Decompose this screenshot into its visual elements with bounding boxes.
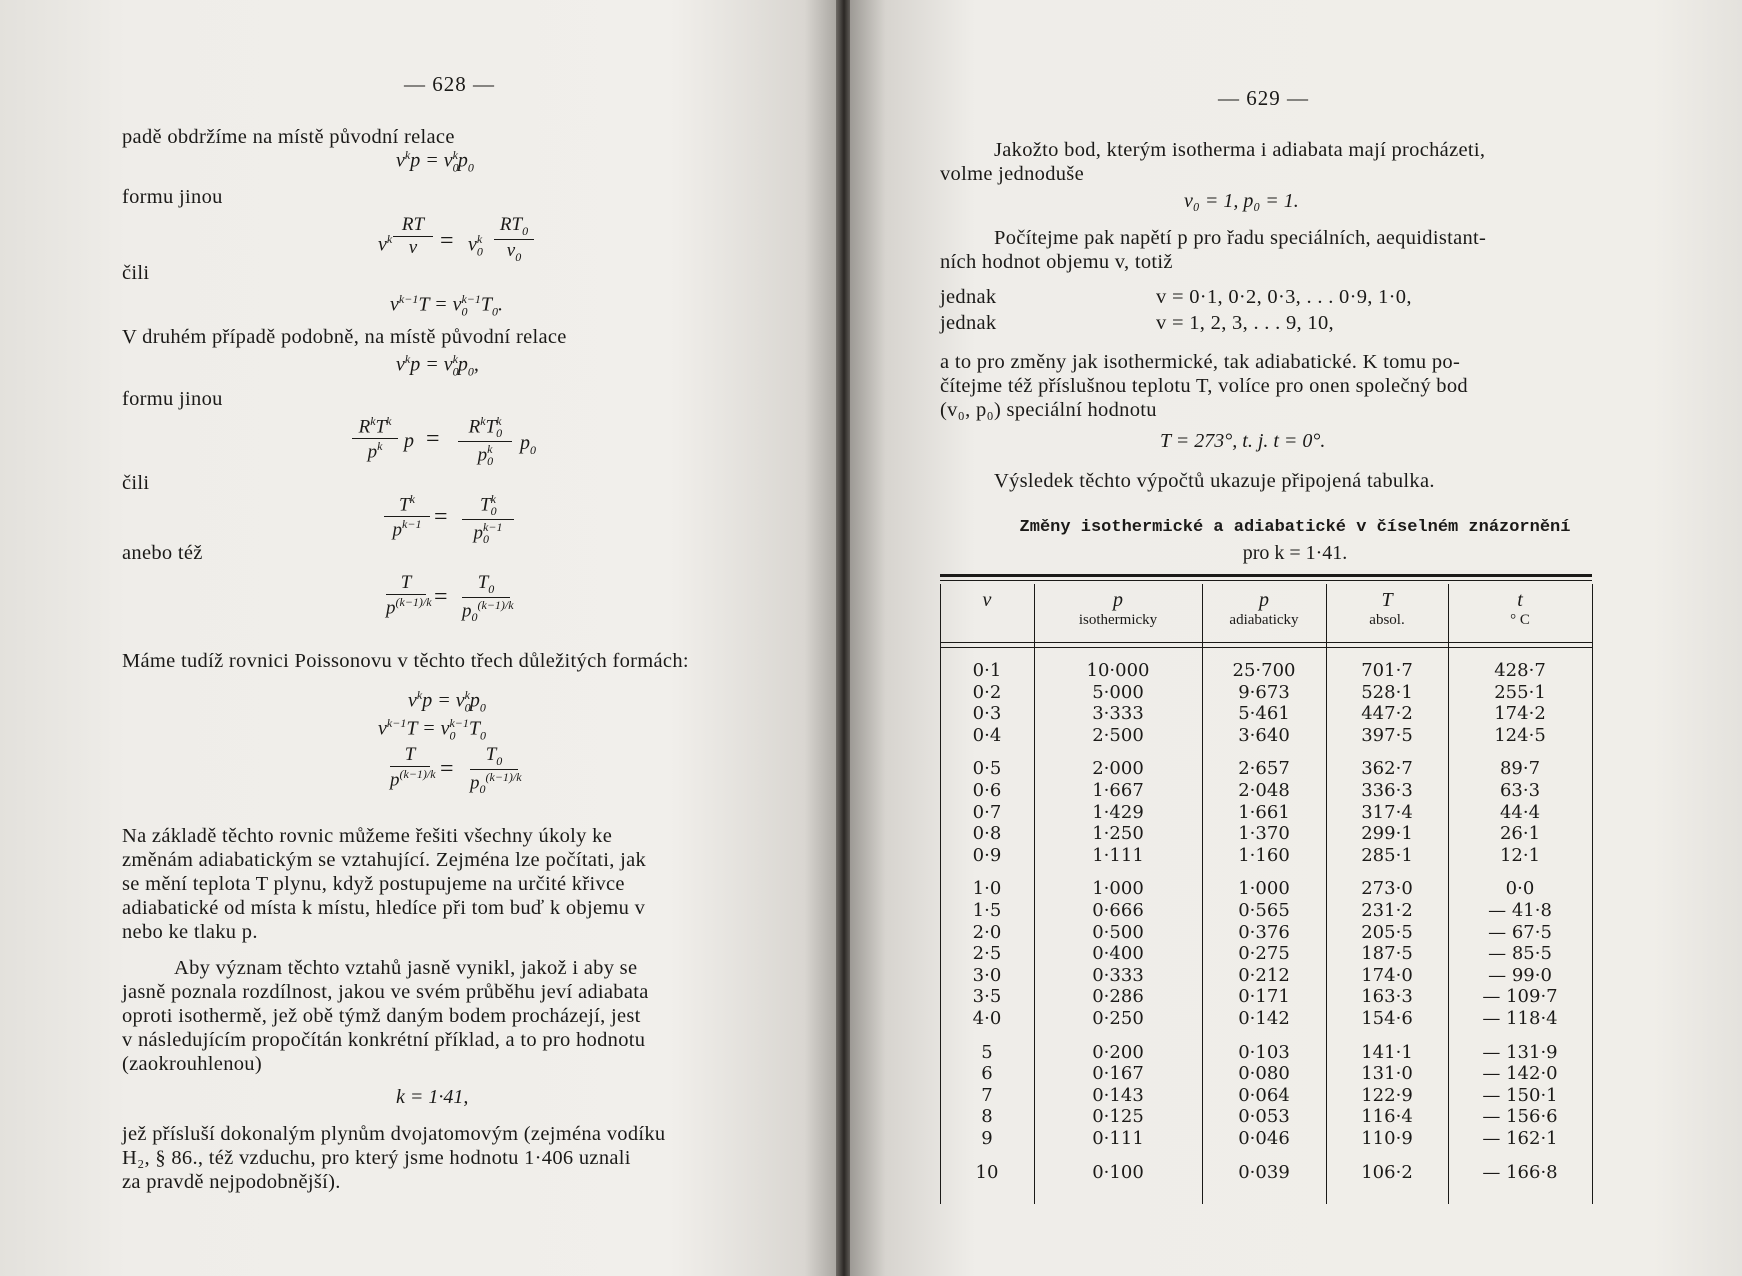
- table-cell: 124·5: [1494, 724, 1546, 746]
- fraction: $\frac{RT_0}{v_0}$: [494, 214, 534, 265]
- text-line: V druhém případě podobně, na místě původní relace: [122, 326, 567, 348]
- table-cell: 317·4: [1361, 801, 1413, 823]
- table-border-right: [1592, 584, 1593, 1204]
- text-label: formu jinou: [122, 388, 223, 410]
- table-cell: 428·7: [1494, 660, 1546, 681]
- table-cell: 7: [981, 1084, 993, 1106]
- table-header-rule: [940, 642, 1592, 643]
- fraction: $\frac{T_0^k}{p_0^{k-1}}$: [462, 492, 514, 547]
- paragraph: [940, 226, 1486, 274]
- table-cell: 701·7: [1361, 660, 1413, 681]
- table-cell: — 150·1: [1482, 1084, 1558, 1106]
- table-cell: — 131·9: [1482, 1041, 1558, 1063]
- text-line: (zaokrouhlenou): [122, 1053, 262, 1075]
- table-cell: 9·673: [1238, 681, 1290, 703]
- table-cell: 154·6: [1361, 1008, 1413, 1029]
- table-cell: 1·5: [972, 900, 1002, 921]
- table-cell: — 99·0: [1488, 964, 1552, 986]
- table-cell: 3·0: [972, 964, 1002, 986]
- table-cell: 2·5: [972, 943, 1002, 965]
- table-cell: 0·142: [1238, 1008, 1290, 1029]
- table-cell: 110·9: [1361, 1128, 1413, 1149]
- text-line: Na základě těchto rovnic můžeme řešiti všechny úkoly ke: [122, 825, 613, 847]
- table-header-cell: [1202, 590, 1326, 630]
- table-header-cell: [1448, 590, 1592, 630]
- table-header-cell: [1326, 590, 1448, 630]
- table-cell: 9: [981, 1128, 993, 1149]
- header-symbol: p: [1259, 589, 1269, 611]
- table-cell: 1·429: [1092, 801, 1144, 823]
- paragraph: [122, 956, 649, 1076]
- text-line: Aby význam těchto vztahů jasně vynikl, jakož i aby se: [174, 957, 638, 979]
- table-cell: 116·4: [1361, 1106, 1413, 1128]
- table-cell: 2·000: [1092, 758, 1144, 780]
- text-line: jasně poznala rozdílnost, jakou ve svém průběhu jeví adiabata: [122, 981, 649, 1003]
- table-cell: 26·1: [1499, 823, 1541, 845]
- fraction: $\frac{T_0}{p_0^{(k-1)/k}}$: [470, 744, 522, 796]
- table-header-cell: [1034, 590, 1202, 630]
- table-cell: 0·666: [1092, 900, 1144, 921]
- table-cell: 89·7: [1499, 758, 1541, 780]
- equation: $v^kp = v_0^kp_0$: [396, 148, 474, 175]
- text-line: Máme tudíž rovnici Poissonovu v těchto třech důležitých formách:: [122, 650, 689, 672]
- table-cell: 0·125: [1092, 1106, 1144, 1128]
- table-cell: 0·286: [1092, 986, 1144, 1008]
- header-symbol: t: [1517, 589, 1523, 611]
- table-cell: 1·370: [1238, 823, 1290, 845]
- equals-sign: =: [440, 756, 454, 782]
- left-page: [0, 0, 838, 1276]
- table-cell: — 166·8: [1482, 1161, 1558, 1183]
- equation: $v^k$: [378, 232, 393, 256]
- table-cell: 0·500: [1092, 921, 1144, 943]
- equation: T = 273°, t. j. t = 0°.: [1160, 430, 1326, 452]
- text-line: jež přísluší dokonalým plynům dvojatomovým (zejména vodíku: [122, 1123, 666, 1145]
- table-cell: 3·640: [1238, 724, 1290, 746]
- table-cell: 187·5: [1361, 943, 1413, 965]
- text-line: H₂, § 86., též vzduchu, pro který jsme hodnotu 1·406 uznali: [122, 1147, 631, 1169]
- table-cell: 131·0: [1361, 1063, 1413, 1085]
- table-cell: 231·2: [1361, 900, 1413, 921]
- table-cell: 0·167: [1092, 1063, 1144, 1085]
- header-symbol: T: [1381, 589, 1393, 611]
- equation: $v^kp = v_0^kp_0$: [408, 688, 486, 715]
- text-line: ních hodnot objemu v, totiž: [940, 251, 1173, 273]
- table-cell: 0·333: [1092, 964, 1144, 986]
- table-cell: 0·0: [1505, 878, 1535, 900]
- table-cell: 1·000: [1238, 878, 1290, 900]
- table-cell: 0·2: [972, 681, 1002, 703]
- table-cell: 5·000: [1092, 681, 1144, 703]
- table-cell: — 142·0: [1482, 1063, 1558, 1085]
- equation: $v^kp = v_0^kp_0$,: [396, 352, 479, 379]
- table-cell: — 41·8: [1488, 900, 1552, 921]
- table-cell: 0·6: [972, 780, 1002, 801]
- header-symbol: v: [982, 589, 992, 611]
- table-cell: 0·250: [1092, 1008, 1144, 1029]
- table-cell: 106·2: [1361, 1161, 1413, 1183]
- text-line: za pravdě nejpodobnější).: [122, 1171, 341, 1193]
- text-label: anebo též: [122, 542, 203, 564]
- table-cell: — 67·5: [1488, 921, 1552, 943]
- table-cell: 397·5: [1361, 724, 1413, 746]
- table-cell: 0·171: [1238, 986, 1290, 1008]
- table-cell: 0·9: [972, 844, 1002, 866]
- table-caption: pro k = 1·41.: [1242, 542, 1348, 564]
- text-line: Výsledek těchto výpočtů ukazuje připojená tabulka.: [994, 470, 1435, 492]
- table-cell: 0·212: [1238, 964, 1290, 986]
- page-number: — 628 —: [404, 72, 495, 96]
- text-label: čili: [122, 262, 150, 284]
- table-cell: — 85·5: [1488, 943, 1552, 965]
- table-cell: 1·0: [972, 878, 1002, 900]
- equation: v = 0·1, 0·2, 0·3, . . . 0·9, 1·0,: [1156, 286, 1412, 308]
- page-number: — 629 —: [1218, 86, 1309, 110]
- table-cell: — 118·4: [1482, 1008, 1558, 1029]
- equals-sign: =: [440, 228, 454, 254]
- table-cell: 0·143: [1092, 1084, 1144, 1106]
- table-cell: — 156·6: [1482, 1106, 1558, 1128]
- text-line: adiabatické od místa k místu, hledíce při tom buď k objemu v: [122, 897, 646, 919]
- text-line: se mění teplota T plynu, když postupujeme na určité křivce: [122, 873, 625, 895]
- equation: $p_0$: [520, 432, 536, 457]
- table-cell: 0·064: [1238, 1084, 1290, 1106]
- text-label: formu jinou: [122, 186, 223, 208]
- table-cell: 362·7: [1361, 758, 1413, 780]
- table-caption: Změny isothermické a adiabatické v číselném znázornění: [1019, 518, 1571, 537]
- header-label: ° C: [1510, 612, 1530, 628]
- table-cell: 0·275: [1238, 943, 1290, 965]
- header-symbol: p: [1113, 589, 1123, 611]
- table-cell: 0·111: [1092, 1128, 1144, 1149]
- table-cell: 0·7: [972, 801, 1002, 823]
- table-cell: 2·0: [972, 921, 1002, 943]
- table-cell: 44·4: [1499, 801, 1541, 823]
- table-cell: 174·2: [1494, 703, 1546, 725]
- table-cell: 0·080: [1238, 1063, 1290, 1085]
- text-line: a to pro změny jak isothermické, tak adiabatické. K tomu po-: [940, 351, 1461, 373]
- table-cell: — 162·1: [1482, 1128, 1558, 1149]
- table-cell: 3·333: [1092, 703, 1144, 725]
- table-top-rule: [940, 580, 1592, 581]
- table-cell: 0·039: [1238, 1161, 1290, 1183]
- table-cell: 0·200: [1092, 1041, 1144, 1063]
- equation: $v^{k-1}T = v_0^{k-1}T_0$.: [390, 292, 504, 319]
- table-cell: 0·3: [972, 703, 1002, 725]
- right-page: [850, 0, 1742, 1276]
- table-cell: 0·376: [1238, 921, 1290, 943]
- table-cell: 1·111: [1092, 844, 1144, 866]
- table-cell: 8: [981, 1106, 993, 1128]
- fraction: $\frac{T_0}{p_0^{(k-1)/k}}$: [462, 572, 514, 624]
- equation: v = 1, 2, 3, . . . 9, 10,: [1156, 312, 1334, 334]
- table-cell: 0·8: [972, 823, 1002, 845]
- table-cell: 163·3: [1361, 986, 1413, 1008]
- table-header-cell: [940, 590, 1034, 610]
- table-cell: 273·0: [1361, 878, 1413, 900]
- table-cell: 63·3: [1499, 780, 1541, 801]
- header-label: absol.: [1369, 612, 1405, 628]
- text-line: nebo ke tlaku p.: [122, 921, 258, 943]
- equation: k = 1·41,: [396, 1086, 469, 1108]
- paragraph: [122, 1122, 665, 1194]
- text-line: v následujícím propočítán konkrétní příklad, a to pro hodnotu: [122, 1029, 646, 1051]
- table-cell: 1·661: [1238, 801, 1290, 823]
- paragraph: [122, 824, 646, 944]
- table-cell: 12·1: [1499, 844, 1541, 866]
- text-line: volme jednoduše: [940, 163, 1084, 185]
- table-cell: 122·9: [1361, 1084, 1413, 1106]
- table-cell: 528·1: [1361, 681, 1413, 703]
- equation: $v^{k-1}T = v_0^{k-1}T_0$: [378, 716, 487, 743]
- text-line: Jakožto bod, kterým isotherma i adiabata mají procházeti,: [994, 139, 1486, 161]
- table-cell: 1·000: [1092, 878, 1144, 900]
- fraction: $\frac{T}{p^{(k-1)/k}}$: [390, 744, 436, 791]
- fraction: $R^kT_0^k$ $p_0^k$: [458, 414, 512, 469]
- text-label: jednak: [940, 312, 997, 334]
- table-top-rule: [940, 574, 1592, 577]
- table-cell: 1·250: [1092, 823, 1144, 845]
- table-cell: 0·1: [972, 660, 1002, 681]
- table-cell: 4·0: [972, 1008, 1002, 1029]
- table-cell: 285·1: [1361, 844, 1413, 866]
- fraction: $\frac{T^k}{p^{k-1}}$: [384, 492, 430, 542]
- table-cell: 205·5: [1361, 921, 1413, 943]
- table-cell: 10: [975, 1161, 999, 1183]
- text-line: čítejme též příslušnou teplotu T, volíce pro onen společný bod: [940, 375, 1468, 397]
- table-cell: 5·461: [1238, 703, 1290, 725]
- text-line: změnám adiabatickým se vztahující. Zejména lze počítati, jak: [122, 849, 647, 871]
- table-cell: 0·565: [1238, 900, 1290, 921]
- header-label: isothermicky: [1078, 612, 1158, 628]
- table-cell: 174·0: [1361, 964, 1413, 986]
- table-cell: 0·100: [1092, 1161, 1144, 1183]
- equation: v₀ = 1, p₀ = 1.: [1184, 190, 1299, 212]
- equals-sign: =: [426, 426, 440, 452]
- table-cell: 0·4: [972, 724, 1002, 746]
- table-cell: 10·000: [1086, 660, 1150, 681]
- table-cell: 255·1: [1494, 681, 1546, 703]
- text-label: jednak: [940, 286, 997, 308]
- table-cell: 1·160: [1238, 844, 1290, 866]
- table-cell: 5: [981, 1041, 993, 1063]
- equation: $v_0^k$: [468, 232, 483, 259]
- table-header-rule: [940, 647, 1592, 648]
- table-cell: 0·103: [1238, 1041, 1290, 1063]
- table-cell: 299·1: [1361, 823, 1413, 845]
- paragraph: [940, 138, 1485, 186]
- fraction: $\frac{RT}{v}$: [393, 214, 433, 259]
- paragraph: [940, 350, 1468, 422]
- text-line: Počítejme pak napětí p pro řadu speciálních, aequidistant-: [994, 227, 1487, 249]
- equals-sign: =: [434, 584, 448, 610]
- table-cell: — 109·7: [1482, 986, 1558, 1008]
- fraction: $\frac{T}{p^{(k-1)/k}}$: [386, 572, 432, 619]
- table-cell: 0·046: [1238, 1128, 1290, 1149]
- fraction: $R^kT^k$ $p^k$: [352, 414, 398, 464]
- table-cell: 1·667: [1092, 780, 1144, 801]
- table-cell: 0·400: [1092, 943, 1144, 965]
- table-cell: 6: [981, 1063, 993, 1085]
- header-label: adiabaticky: [1229, 612, 1299, 628]
- table-cell: 141·1: [1361, 1041, 1413, 1063]
- table-cell: 0·053: [1238, 1106, 1290, 1128]
- table-cell: 0·5: [972, 758, 1002, 780]
- table-cell: 336·3: [1361, 780, 1413, 801]
- table-cell: 447·2: [1361, 703, 1413, 725]
- text-label: čili: [122, 472, 150, 494]
- table-cell: 25·700: [1232, 660, 1296, 681]
- text-line: (v₀, p₀) speciální hodnotu: [940, 399, 1157, 421]
- table-cell: 2·500: [1092, 724, 1144, 746]
- table-cell: 2·657: [1238, 758, 1290, 780]
- text-line: oproti isothermě, jež obě týmž daným bodem procházejí, jest: [122, 1005, 641, 1027]
- equation: p: [404, 430, 414, 452]
- text-line: padě obdržíme na místě původní relace: [122, 126, 455, 148]
- equals-sign: =: [434, 504, 448, 530]
- table-cell: 2·048: [1238, 780, 1290, 801]
- table-cell: 3·5: [972, 986, 1002, 1008]
